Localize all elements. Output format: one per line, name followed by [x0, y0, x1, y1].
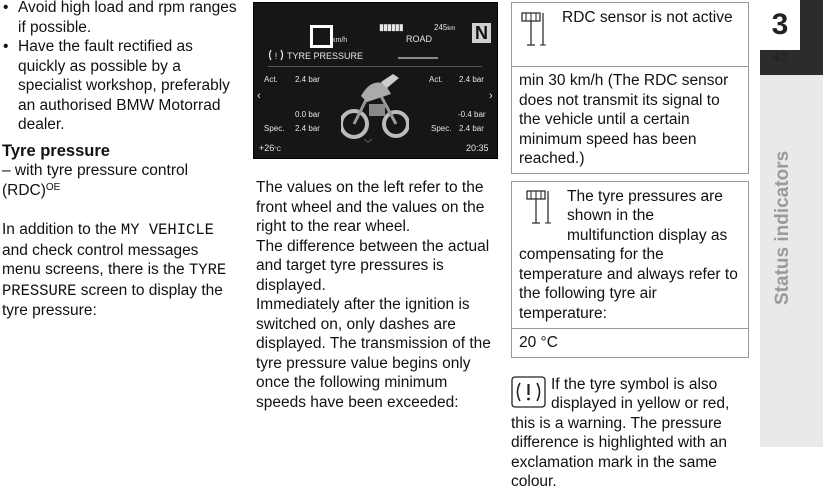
- left-spec-value: 2.4 bar: [295, 124, 320, 133]
- gear-indicator: N: [472, 23, 491, 43]
- option-superscript: OE: [45, 181, 61, 193]
- ambient-temperature: +26°C: [259, 143, 282, 153]
- chevron-down-icon: ﹀: [364, 139, 372, 148]
- chapter-tab: [760, 0, 823, 447]
- svg-text:!: !: [274, 51, 278, 61]
- left-column: [2, 0, 242, 321]
- chapter-title-vertical: [762, 95, 796, 315]
- motorcycle-icon: [341, 68, 409, 144]
- tft-display-screenshot: [253, 2, 498, 159]
- warning-note-text: If the tyre symbol is also displayed in yellow or red, this is a warning. The pressure difference is highlighted with an exclamation mark in the same colour.: [511, 375, 730, 490]
- rdc-box-body: min 30 km/h (The RDC sensor does not transmit its signal to the vehicle until a certain minimum speed has been reached.): [512, 66, 748, 173]
- intro-paragraph: In addition to the MY VEHICLE and check control messages menu screens, there is the TYRE PRESSURE screen to display the tyre pressure:: [2, 221, 227, 319]
- rdc-option-line: – with tyre pressure control (RDC)$^{OE}$: [2, 162, 189, 199]
- right-column: [511, 2, 749, 492]
- page-number: 43: [771, 49, 789, 66]
- chapter-block: [760, 0, 823, 75]
- bullet-fault-rectified: • Have the fault rectified as quickly as possible by a specialist workshop, preferably an authorised BMW Motorrad dealer.: [2, 37, 242, 135]
- tyre-warning-icon: [268, 48, 284, 62]
- wrench-sensor-icon: [523, 187, 557, 231]
- rdc-sensor-box: [511, 2, 749, 174]
- temperature-box-body: The tyre pressures are shown in the multifunction display as compensating for the temperature and always refer to the following tyre air temperature:: [519, 187, 738, 322]
- difference-explanation: The difference between the actual and target tyre pressures is displayed.: [256, 237, 490, 294]
- ignition-explanation: Immediately after the ignition is switched on, only dashes are displayed. The transmission of the tyre pressure value begins only once the following minimum speeds have been exceeded:: [256, 296, 491, 411]
- screen-title: TYRE PRESSURE: [287, 51, 364, 61]
- temperature-box: [511, 181, 749, 358]
- bullet-avoid-load: • Avoid high load and rpm ranges if possible.: [2, 0, 242, 37]
- right-act-value: 2.4 bar: [459, 75, 484, 84]
- middle-column: [256, 178, 496, 412]
- chapter-title: Status indicators: [772, 150, 793, 305]
- separator-bar: [398, 57, 438, 59]
- values-explanation: The values on the left refer to the front wheel and the values on the right to the rear wheel.: [256, 179, 485, 235]
- separator-line: [268, 66, 482, 67]
- riding-mode: ROAD: [406, 34, 433, 44]
- menu-name-my-vehicle: MY VEHICLE: [120, 221, 214, 239]
- clock-time: 20:35: [466, 143, 489, 153]
- speed-digit-icon: [310, 25, 333, 48]
- right-act-label: Act.: [429, 75, 443, 84]
- left-diff-value: 0.0 bar: [295, 110, 320, 119]
- speed-unit: km/h: [332, 37, 348, 44]
- rdc-box-title: RDC sensor is not active: [562, 9, 733, 26]
- chevron-right-icon: ›: [489, 90, 493, 102]
- wrench-sensor-icon: [518, 9, 548, 53]
- chapter-number: 3: [760, 0, 800, 50]
- section-heading: Tyre pressure: [2, 141, 110, 160]
- tyre-warning-icon: [511, 375, 547, 409]
- range-value: 245km: [434, 23, 456, 32]
- left-act-label: Act.: [264, 75, 278, 84]
- menu-name-tyre-pressure: TYRE PRESSURE: [2, 261, 227, 300]
- left-spec-label: Spec.: [264, 124, 285, 133]
- left-act-value: 2.4 bar: [295, 75, 320, 84]
- warning-note: [511, 375, 749, 492]
- temperature-value: 20 °C: [512, 328, 748, 357]
- chevron-left-icon: ‹: [257, 90, 261, 102]
- right-spec-label: Spec.: [431, 124, 452, 133]
- right-spec-value: 2.4 bar: [459, 124, 484, 133]
- fuel-level-icon: ▮▮▮▮▮▮: [379, 22, 403, 32]
- right-diff-value: -0.4 bar: [458, 110, 486, 119]
